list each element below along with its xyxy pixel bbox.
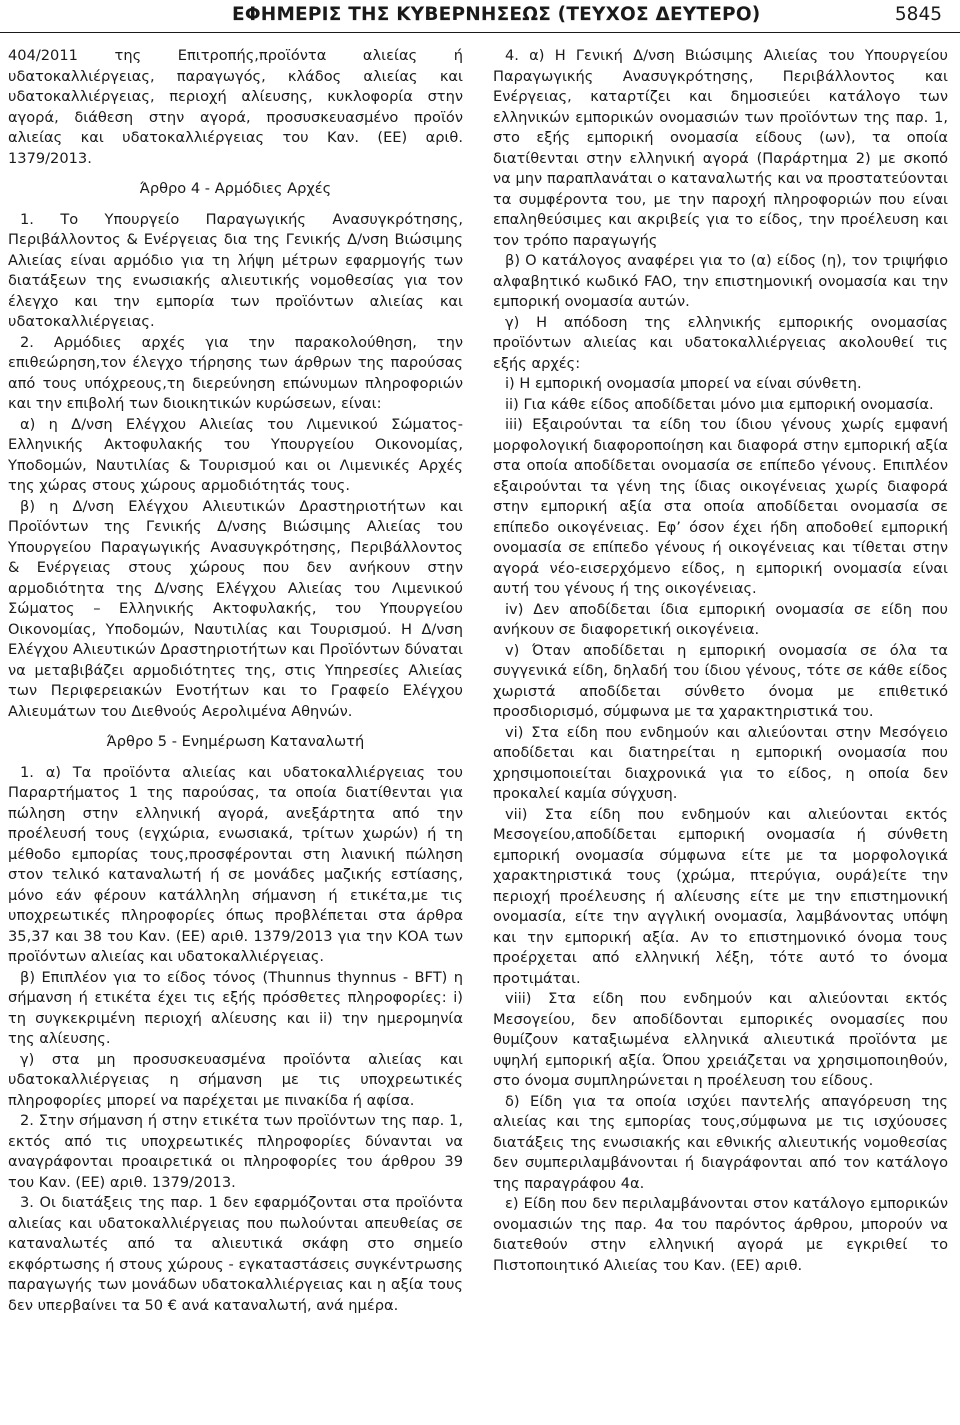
article-5-paragraph-3: 3. Οι διατάξεις της παρ. 1 δεν εφαρμόζονται στα προϊόντα αλιείας και υδατοκαλλιέργειας που πωλούνται απευθείας σε καταναλωτές από τα αλιευτικά σκάφη στο σημείο εκφόρτωσης ή στους χώρους - εγκαταστάσεις συγκέντρωσης παραγωγής των μονάδων υδατοκαλλιέργειας και η αξία τους δεν υπερβαίνει τα 50 € ανά καταναλωτή, ανά ημέρα. <box>8 1194 463 1314</box>
right-column <box>493 46 948 1276</box>
principle-v: v) Όταν αποδίδεται η εμπορική ονομασία σε όλα τα συγγενικά είδη, δηλαδή του ίδιου γένους, τότε σε κάθε είδος χωριστά αποδίδεται σύνθετο όνομα με επιθετικό προσδιορισμό, σύμφωνα με τα χαρακτηριστικά του. <box>493 641 948 720</box>
principle-iii: iii) Εξαιρούνται τα είδη του ίδιου γένους χωρίς εμφανή μορφολογική διαφοροποίηση και διαφορά στην εμπορική αξία στα οποία αποδίδεται ονομασία σε επίπεδο γένους. Επιπλέον εξαιρούνται τα γένη της ίδιας οικογένειας χωρίς διαφορά στην εμπορική αξία στα οποία αποδίδεται ονομασία σε επίπεδο οικογένειας. Εφ’ όσον έχει ήδη αποδοθεί εμπορική ονομασία σε επίπεδο γένους ή οικογένειας και τίθεται στην αγορά νέο-εισερχόμενο είδος, η εμπορική ονομασία είναι αυτή του γένους ή της οικογένειας. <box>493 416 948 597</box>
article-5-heading: Άρθρο 5 - Ενημέρωση Καταναλωτή <box>106 733 365 750</box>
principle-vii: vii) Στα είδη που ενδημούν και αλιεύονται εκτός Μεσογείου,αποδίδεται εμπορική ονομασία ή σύνθετη εμπορική ονομασία σύμφωνα είτε με τα μορφολογικά χαρακτηριστικά τους (χρώμα, πτερύγια, ουρά)είτε την περιοχή προέλευσης ή αλίευσης είτε με την επιστημονική ονομασία, είτε την αγγλική ονομασία, λαμβάνοντας υπόψη και την εμπορική αξία. Αν το επιστημονικό όνομα τους προέρχεται από ελληνική λέξη, τότε αυτό το όνομα προτιμάται. <box>493 805 948 987</box>
paragraph-4a: 4. α) Η Γενική Δ/νση Βιώσιμης Αλιείας του Υπουργείου Παραγωγικής Ανασυγκρότησης, Περιβάλλοντος και Ενέργειας, καταρτίζει και δημοσιεύει κατάλογο των ελληνικών εμπορικών ονομασιών των προϊόντων της παρ. 1, στο εξής εμπορική ονομασία είδους (ων), τα οποία διατίθενται στην ελληνική αγορά (Παράρτημα 2) με σκοπό να μην παραπλανάται ο καταναλωτής και να προστατεύονται τα συμφέροντα του, με την παροχή πληροφοριών που είναι επαληθεύσιμες και ακριβείς για το είδος, την προέλευση και τον τρόπο παραγωγής <box>493 47 948 249</box>
paragraph-definitions-continued: 404/2011 της Επιτροπής,προϊόντα αλιείας ή υδατοκαλλιέργειας, παραγωγός, κλάδος αλιείας και υδατοκαλλιέργειας, περιοχή αλίευσης, κυκλοφορία στην αγορά, διάθεση στην αγορά, προσυσκευασμένο προϊόν αλιείας και υδατοκαλλιέργειας του Καν. (ΕΕ) αριθ. 1379/2013. <box>8 47 463 167</box>
page-header <box>0 0 960 34</box>
article-5-paragraph-1c: γ) στα μη προσυσκευασμένα προϊόντα αλιείας και υδατοκαλλιέργειας η σήμανση με τις υποχρεωτικές πληροφορίες μπορεί να παρέχεται με πινακίδα ή αφίσα. <box>8 1050 463 1109</box>
article-4-paragraph-2: 2. Αρμόδιες αρχές για την παρακολούθηση, την επιθεώρηση,τον έλεγχο τήρησης των άρθρων της παρούσας από τους υπόχρεους,τη διερεύνηση επώνυμων πληροφοριών και την επιβολή των διοικητικών κυρώσεων, είναι: <box>8 333 463 412</box>
article-5-paragraph-1b: β) Επιπλέον για το είδος τόνος (Thunnus thynnus - BFT) η σήμανση ή ετικέτα έχει τις εξής πρόσθετες πληροφορίες: i) τη συγκεκριμένη περιοχή αλίευσης και ii) την ημερομηνία της αλίευσης. <box>8 968 463 1047</box>
left-column <box>8 46 463 1316</box>
paragraph-4d: δ) Είδη για τα οποία ισχύει παντελής απαγόρευση της αλιείας και της εμπορίας τους,σύμφωνα με τις ισχύουσες διατάξεις της ενωσιακής και εθνικής αλιευτικής νομοθεσίας δεν συμπεριλαμβάνονται ή διαγράφονται από τον κατάλογο της παραγράφου 4α. <box>493 1092 948 1192</box>
principle-vi: vi) Στα είδη που ενδημούν και αλιεύονται στην Μεσόγειο αποδίδεται και διατηρείται η εμπορική ονομασία που χρησιμοποιείται διαχρονικά για το είδος, η οποία δεν προκαλεί καμία σύγχυση. <box>493 723 948 802</box>
principle-i: i) Η εμπορική ονομασία μπορεί να είναι σύνθετη. <box>505 375 862 392</box>
article-4-paragraph-2b: β) η Δ/νση Ελέγχου Αλιευτικών Δραστηριοτήτων και Προϊόντων της Γενικής Δ/νσης Βιώσιμης Αλιείας του Υπουργείου Παραγωγικής Ανασυγκρότησης, Περιβάλλοντος & Ενέργειας στους χώρους που δεν ανήκουν στην αρμοδιότητα της Δ/νσης Ελέγχου Αλιείας του Λιμενικού Σώματος – Ελληνικής Ακτοφυλακής, του Υπουργείου Οικονομίας, Υποδομών, Ναυτιλίας και Τουρισμού. Η Δ/νση Ελέγχου Αλιευτικών Δραστηριοτήτων και Προϊόντων δύναται να μεταβιβάζει αρμοδιότητες της, στις Υπηρεσίες Αλιείας των Περιφερειακών Ενοτήτων και το Γραφείο Ελέγχου Αλιευμάτων του Διεθνούς Αερολιμένα Αθηνών. <box>8 497 463 720</box>
principle-viii: viii) Στα είδη που ενδημούν και αλιεύονται εκτός Μεσογείου, δεν αποδίδονται εμπορικές ονομασίες που θυμίζουν καταξιωμένα ελληνικά αλιευτικά προϊόντα με υψηλή εμπορική αξία. Όπου χρειάζεται να χρησιμοποιηθούν, στο όνομα συμπληρώνεται η προέλευση του είδους. <box>493 990 948 1089</box>
article-5-paragraph-2: 2. Στην σήμανση ή στην ετικέτα των προϊόντων της παρ. 1, εκτός από τις υποχρεωτικές πληροφορίες δύνανται να αναγράφονται προαιρετικά οι πληροφορίες του άρθρου 39 του Καν. (ΕΕ) αριθ. 1379/2013. <box>8 1112 463 1191</box>
principle-ii: ii) Για κάθε είδος αποδίδεται μόνο μια εμπορική ονομασία. <box>505 395 934 413</box>
page-number: 5845 <box>894 4 942 25</box>
gazette-title: ΕΦΗΜΕΡΙΣ ΤΗΣ ΚΥΒΕΡΝΗΣΕΩΣ (ΤΕΥΧΟΣ ΔΕΥΤΕΡΟ) <box>232 4 761 25</box>
article-5-paragraph-1a: 1. α) Τα προϊόντα αλιείας και υδατοκαλλιέργειας του Παραρτήματος 1 της παρούσας, τα οποία διατίθενται για πώληση στην ελληνική αγορά, ανεξάρτητα από την προέλευσή τους (εγχώρια, ενωσιακά, τρίτων χωρών) ή τη μέθοδο εμπορίας τους,προσφέρονται στη λιανική πώληση στον τελικό καταναλωτή ή σε μονάδες μαζικής εστίασης, μόνο εάν φέρουν κατάλληλη σήμανση ή ετικέτα,με τις υποχρεωτικές πληροφορίες όπως προβλέπεται στα άρθρα 35,37 και 38 του Καν. (ΕΕ) αριθ. 1379/2013 για την ΚΟΑ των προϊόντων αλιείας και υδατοκαλλιέργειας. <box>8 763 463 965</box>
principle-iv: iv) Δεν αποδίδεται ίδια εμπορική ονομασία σε είδη που ανήκουν σε διαφορετική οικογένεια. <box>493 600 948 638</box>
paragraph-4c: γ) Η απόδοση της ελληνικής εμπορικής ονομασίας προϊόντων αλιείας και υδατοκαλλιέργειας ακολουθεί τις εξής αρχές: <box>493 313 948 372</box>
paragraph-4b: β) Ο κατάλογος αναφέρει για το (α) είδος (η), τον τριψήφιο αλφαβητικό κωδικό FAO, την επιστημονική ονομασία και την εμπορική ονομασία αυτών. <box>493 252 948 310</box>
paragraph-4e: ε) Είδη που δεν περιλαμβάνονται στον κατάλογο εμπορικών ονομασιών της παρ. 4α του παρόντος άρθρου, μπορούν να διατεθούν στην ελληνική αγορά με εγκριθεί το Πιστοποιητικό Αλιείας του Καν. (ΕΕ) αριθ. <box>493 1195 948 1274</box>
article-4-paragraph-1: 1. Το Υπουργείο Παραγωγικής Ανασυγκρότησης, Περιβάλλοντος & Ενέργειας δια της Γενικής Δ/νση Βιώσιμης Αλιείας είναι αρμόδιο για τη λήψη μέτρων εφαρμογής των διατάξεων της ενωσιακής αλιευτικής νομοθεσίας για τον έλεγχο και την εμπορία των προϊόντων αλιείας και υδατοκαλλιέργειας. <box>8 210 463 330</box>
article-4-heading: Άρθρο 4 - Αρμόδιες Αρχές <box>139 180 332 197</box>
header-rule <box>0 32 960 33</box>
article-4-paragraph-2a: α) η Δ/νση Ελέγχου Αλιείας του Λιμενικού Σώματος-Ελληνικής Ακτοφυλακής του Υπουργείου Οικονομίας, Υποδομών, Ναυτιλίας & Τουρισμού και οι Λιμενικές Αρχές της χώρας στους χώρους αρμοδιότητάς τους. <box>8 415 463 494</box>
